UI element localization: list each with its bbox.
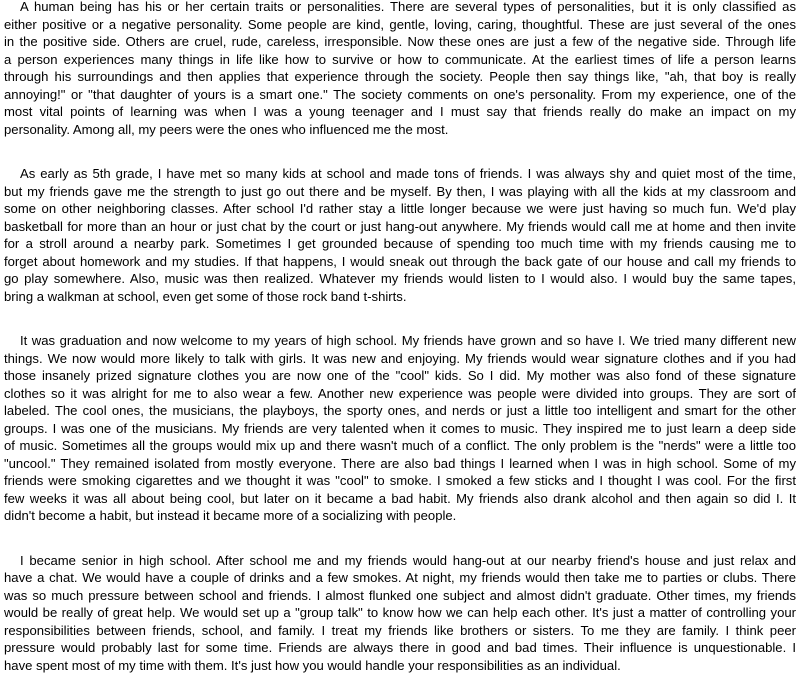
text-line: responsibilities between friends, school, and family. I treat my friends like brothers or sisters. To me they are family. I think peer <box>4 622 796 638</box>
text-line: groups. I was one of the musicians. My friends are very talented when it comes to music. They inspired me to just learn a deep side <box>4 420 796 436</box>
text-line: most vital points of learning was when I was a young teenager and I must say that friends really do make an impact on my <box>4 104 796 119</box>
text-line: annoying!" or "that daughter of yours is a smart one." The society comments on one's personality. From my experience, one of the <box>4 86 796 102</box>
text-line: friends were smoking cigarettes and we thought it was "cool" to smoke. I smoked a few sticks and I thought I was cool. For the first <box>4 473 796 488</box>
text-line: I became senior in high school. After school me and my friends would hang-out at our nearby friend's house and just relax and <box>20 552 796 568</box>
text-line: was so much pressure between school and friends. I almost flunked one subject and almost didn't graduate. Other times, my friends <box>4 587 796 603</box>
text-line: few weeks it was all about being cool, but later on it became a bad habit. My friends also drank alcohol and then again so did I. It <box>4 490 796 506</box>
text-line: in the positive side. Others are cruel, rude, careless, irresponsible. Now these ones are just a few of the negative side. Through life <box>4 34 796 49</box>
text-line: go play somewhere. Also, music was then realized. Whatever my friends would listen to I would also. I would buy the same tapes, <box>4 271 796 286</box>
text-line: through his surroundings and then applies that experience through the society. People then say things like, "ah, that boy is really <box>4 69 796 84</box>
text-line: A human being has his or her certain traits or personalities. There are several types of personalities, but it is only classified as <box>20 0 796 14</box>
paragraph-3 <box>4 332 796 525</box>
text-line: bring a walkman at school, even get some of those rock band t-shirts. <box>4 288 407 304</box>
text-line: As early as 5th grade, I have met so many kids at school and made tons of friends. I was always shy and quiet most of the time, <box>20 166 796 181</box>
text-line: things. We now would more likely to talk with girls. It was new and enjoying. My friends would wear signature clothes and if you had <box>4 350 796 366</box>
text-line: pressure would probably last for some time. Friends are always there in good and bad times. Their influence is unquestionable. I <box>4 640 796 655</box>
text-line: either positive or a negative personality. Some people are kind, gentle, loving, caring, thoughtful. These are just several of the ones <box>4 16 796 32</box>
text-line: forget about homework and my studies. If that happens, I would sneak out through the back gate of our house and call my friends to <box>4 253 796 269</box>
paragraph-2 <box>4 165 796 305</box>
paragraph-4 <box>4 552 796 675</box>
text-line: didn't become a habit, but instead it became more of a socializing with people. <box>4 508 457 523</box>
text-line: clothes so it was alright for me to also wear a few. Another new experience was people were divided into groups. They are sort of <box>4 385 796 401</box>
text-line: for a stroll around a nearby park. Sometimes I get grounded because of spending too much time with my friends causing me to <box>4 236 796 251</box>
text-line: those insanely prized signature clothes you are now one of the "cool" kids. So I did. My mother was also fond of these signature <box>4 368 796 383</box>
text-line: It was graduation and now welcome to my years of high school. My friends have grown and so have I. We tried many different new <box>20 333 796 348</box>
text-line: have a chat. We would have a couple of drinks and a few smokes. At night, my friends would then take me to parties or clubs. There <box>4 570 796 585</box>
text-line: basketball for more than an hour or just chat by the court or just hang-out anywhere. My friends would call me at home and then invite <box>4 218 796 234</box>
text-line: labeled. The cool ones, the musicians, the playboys, the sporty ones, and nerds or just a little too intelligent and smart for the other <box>4 403 796 418</box>
text-line: would be really of great help. We would set up a "group talk" to know how we can help each other. It's just a matter of controlling your <box>4 605 796 620</box>
text-line: of music. Sometimes all the groups would mix up and there wasn't much of a conflict. The only problem is the "nerds" were a little too <box>4 438 796 453</box>
paragraph-1 <box>4 0 796 138</box>
text-line: personality. Among all, my peers were the ones who influenced me the most. <box>4 121 449 137</box>
text-line: but my friends gave me the strength to just go out there and be myself. By then, I was playing with all the kids at my classroom and <box>4 183 796 199</box>
text-line: have spent most of my time with them. It's just how you would handle your responsibilities as an individual. <box>4 657 621 673</box>
text-line: some on other neighboring classes. After school I'd rather stay a little longer because we were just having so much fun. We'd play <box>4 201 796 216</box>
text-line: a person experiences many things in life like how to survive or how to communicate. At the earliest times of life a person learns <box>4 51 796 67</box>
text-line: "uncool." They remained isolated from mostly everyone. There are also bad things I learned when I was in high school. Some of my <box>4 455 796 471</box>
